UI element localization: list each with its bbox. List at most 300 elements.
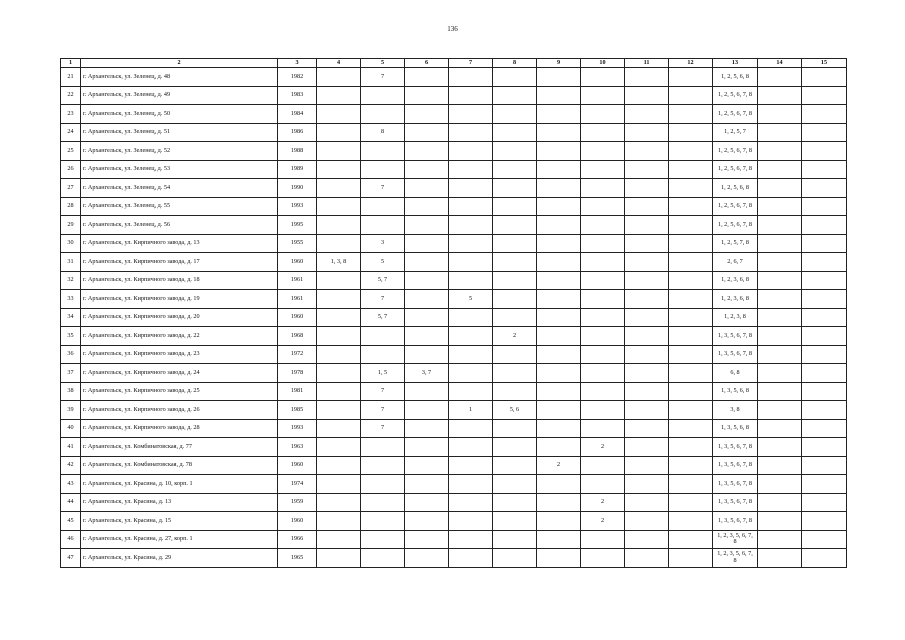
value-cell — [405, 290, 449, 309]
table-row — [61, 345, 847, 364]
value-cell — [493, 364, 537, 383]
value-cell — [802, 308, 847, 327]
value-cell — [493, 160, 537, 179]
value-cell — [802, 234, 847, 253]
value-cell — [449, 438, 493, 457]
value-cell — [449, 68, 493, 87]
value-cell — [581, 271, 625, 290]
value-cell — [581, 475, 625, 494]
value-cell — [405, 512, 449, 531]
value-cell: 6, 8 — [713, 364, 758, 383]
value-cell — [361, 475, 405, 494]
value-cell: 2 — [581, 512, 625, 531]
column-header: 14 — [758, 59, 802, 68]
value-cell — [317, 197, 361, 216]
value-cell — [405, 160, 449, 179]
value-cell — [625, 142, 669, 161]
value-cell — [581, 345, 625, 364]
value-cell — [493, 253, 537, 272]
value-cell — [669, 86, 713, 105]
table-row — [61, 179, 847, 198]
address-cell: г. Архангельск, ул. Кирпичного завода, д. 20 — [81, 308, 278, 327]
value-cell — [802, 382, 847, 401]
value-cell — [361, 549, 405, 568]
value-cell — [317, 512, 361, 531]
row-number-cell: 28 — [61, 197, 81, 216]
value-cell — [669, 364, 713, 383]
value-cell — [802, 179, 847, 198]
value-cell — [625, 549, 669, 568]
value-cell — [405, 234, 449, 253]
value-cell: 1, 2, 3, 5, 6, 7, 8 — [713, 549, 758, 568]
value-cell — [802, 438, 847, 457]
column-header: 6 — [405, 59, 449, 68]
value-cell — [581, 401, 625, 420]
table-row — [61, 197, 847, 216]
year-cell: 1982 — [278, 68, 317, 87]
value-cell — [449, 549, 493, 568]
value-cell — [361, 142, 405, 161]
value-cell — [405, 327, 449, 346]
column-header: 11 — [625, 59, 669, 68]
value-cell — [361, 345, 405, 364]
row-number-cell: 37 — [61, 364, 81, 383]
value-cell — [361, 438, 405, 457]
table-row — [61, 308, 847, 327]
value-cell — [758, 345, 802, 364]
year-cell: 1993 — [278, 197, 317, 216]
address-cell: г. Архангельск, ул. Зеленец, д. 53 — [81, 160, 278, 179]
year-cell: 1972 — [278, 345, 317, 364]
column-header: 5 — [361, 59, 405, 68]
value-cell — [758, 438, 802, 457]
year-cell: 1955 — [278, 234, 317, 253]
housing-register-table — [60, 58, 847, 568]
value-cell — [405, 105, 449, 124]
year-cell: 1963 — [278, 438, 317, 457]
year-cell: 1995 — [278, 216, 317, 235]
value-cell — [758, 419, 802, 438]
value-cell — [405, 123, 449, 142]
table-row — [61, 475, 847, 494]
value-cell: 8 — [361, 123, 405, 142]
table-row — [61, 493, 847, 512]
table-row — [61, 327, 847, 346]
table-row — [61, 364, 847, 383]
value-cell — [625, 271, 669, 290]
value-cell — [758, 475, 802, 494]
value-cell: 1, 2, 3, 5, 6, 7, 8 — [713, 530, 758, 549]
value-cell — [537, 530, 581, 549]
value-cell — [449, 142, 493, 161]
value-cell — [758, 456, 802, 475]
row-number-cell: 22 — [61, 86, 81, 105]
value-cell — [625, 86, 669, 105]
value-cell — [581, 549, 625, 568]
value-cell — [493, 216, 537, 235]
value-cell — [802, 401, 847, 420]
address-cell: г. Архангельск, ул. Зеленец, д. 52 — [81, 142, 278, 161]
value-cell — [537, 364, 581, 383]
year-cell: 1988 — [278, 142, 317, 161]
value-cell — [537, 438, 581, 457]
value-cell — [537, 160, 581, 179]
value-cell: 1, 2, 5, 6, 7, 8 — [713, 197, 758, 216]
value-cell — [758, 253, 802, 272]
value-cell — [317, 160, 361, 179]
value-cell — [317, 142, 361, 161]
address-cell: г. Архангельск, ул. Зеленец, д. 48 — [81, 68, 278, 87]
value-cell — [802, 475, 847, 494]
value-cell — [449, 234, 493, 253]
value-cell: 1, 2, 5, 6, 7, 8 — [713, 86, 758, 105]
value-cell — [581, 456, 625, 475]
value-cell: 1, 2, 5, 6, 7, 8 — [713, 160, 758, 179]
value-cell — [449, 197, 493, 216]
column-header: 1 — [61, 59, 81, 68]
value-cell — [493, 142, 537, 161]
address-cell: г. Архангельск, ул. Кирпичного завода, д. 17 — [81, 253, 278, 272]
value-cell: 1, 2, 5, 6, 7, 8 — [713, 216, 758, 235]
value-cell — [758, 105, 802, 124]
value-cell — [625, 216, 669, 235]
value-cell — [493, 345, 537, 364]
value-cell — [669, 530, 713, 549]
value-cell — [802, 290, 847, 309]
value-cell: 5 — [361, 253, 405, 272]
value-cell — [449, 382, 493, 401]
table-row — [61, 123, 847, 142]
value-cell: 3, 7 — [405, 364, 449, 383]
value-cell — [669, 290, 713, 309]
value-cell: 1, 5 — [361, 364, 405, 383]
year-cell: 1959 — [278, 493, 317, 512]
table-row — [61, 382, 847, 401]
value-cell — [625, 456, 669, 475]
value-cell: 1, 2, 5, 6, 7, 8 — [713, 105, 758, 124]
value-cell — [581, 364, 625, 383]
value-cell: 7 — [361, 290, 405, 309]
row-number-cell: 26 — [61, 160, 81, 179]
row-number-cell: 42 — [61, 456, 81, 475]
value-cell — [449, 105, 493, 124]
value-cell — [405, 271, 449, 290]
value-cell: 5, 7 — [361, 308, 405, 327]
value-cell — [317, 86, 361, 105]
row-number-cell: 47 — [61, 549, 81, 568]
value-cell — [802, 105, 847, 124]
value-cell: 1, 3, 5, 6, 7, 8 — [713, 475, 758, 494]
row-number-cell: 27 — [61, 179, 81, 198]
value-cell — [449, 271, 493, 290]
value-cell — [449, 364, 493, 383]
value-cell: 1, 2, 5, 7 — [713, 123, 758, 142]
value-cell — [405, 216, 449, 235]
value-cell — [449, 475, 493, 494]
column-header: 3 — [278, 59, 317, 68]
value-cell — [449, 253, 493, 272]
value-cell — [581, 179, 625, 198]
value-cell: 3 — [361, 234, 405, 253]
address-cell: г. Архангельск, ул. Кирпичного завода, д. 19 — [81, 290, 278, 309]
value-cell — [493, 438, 537, 457]
value-cell — [449, 308, 493, 327]
row-number-cell: 21 — [61, 68, 81, 87]
value-cell — [802, 549, 847, 568]
column-header: 8 — [493, 59, 537, 68]
address-cell: г. Архангельск, ул. Красина, д. 27, корп. 1 — [81, 530, 278, 549]
table-row — [61, 456, 847, 475]
value-cell — [625, 512, 669, 531]
value-cell — [758, 123, 802, 142]
row-number-cell: 46 — [61, 530, 81, 549]
header-row — [61, 59, 847, 68]
value-cell — [537, 197, 581, 216]
value-cell — [669, 327, 713, 346]
value-cell — [581, 105, 625, 124]
value-cell — [537, 105, 581, 124]
value-cell — [317, 345, 361, 364]
row-number-cell: 36 — [61, 345, 81, 364]
value-cell: 7 — [361, 382, 405, 401]
value-cell — [625, 475, 669, 494]
value-cell — [581, 308, 625, 327]
value-cell — [449, 86, 493, 105]
value-cell — [758, 549, 802, 568]
value-cell — [758, 142, 802, 161]
value-cell: 1, 3, 8 — [317, 253, 361, 272]
address-cell: г. Архангельск, ул. Красина, д. 29 — [81, 549, 278, 568]
address-cell: г. Архангельск, ул. Красина, д. 13 — [81, 493, 278, 512]
year-cell: 1993 — [278, 419, 317, 438]
year-cell: 1983 — [278, 86, 317, 105]
value-cell: 1, 2, 3, 8 — [713, 308, 758, 327]
value-cell: 1, 2, 5, 6, 8 — [713, 68, 758, 87]
value-cell — [405, 419, 449, 438]
value-cell: 2 — [581, 493, 625, 512]
value-cell — [758, 308, 802, 327]
table-row — [61, 438, 847, 457]
address-cell: г. Архангельск, ул. Зеленец, д. 54 — [81, 179, 278, 198]
value-cell — [625, 290, 669, 309]
value-cell — [669, 179, 713, 198]
row-number-cell: 40 — [61, 419, 81, 438]
value-cell — [802, 216, 847, 235]
value-cell — [449, 216, 493, 235]
year-cell: 1965 — [278, 549, 317, 568]
year-cell: 1960 — [278, 308, 317, 327]
value-cell — [493, 68, 537, 87]
year-cell: 1986 — [278, 123, 317, 142]
value-cell — [758, 216, 802, 235]
value-cell — [625, 197, 669, 216]
value-cell — [758, 197, 802, 216]
value-cell — [493, 179, 537, 198]
value-cell — [625, 253, 669, 272]
value-cell: 2, 6, 7 — [713, 253, 758, 272]
value-cell: 1, 3, 5, 6, 7, 8 — [713, 512, 758, 531]
value-cell — [669, 549, 713, 568]
value-cell: 1 — [449, 401, 493, 420]
row-number-cell: 24 — [61, 123, 81, 142]
value-cell — [405, 530, 449, 549]
value-cell — [625, 68, 669, 87]
value-cell: 2 — [537, 456, 581, 475]
row-number-cell: 23 — [61, 105, 81, 124]
value-cell — [493, 105, 537, 124]
column-header: 12 — [669, 59, 713, 68]
value-cell — [802, 197, 847, 216]
value-cell — [537, 475, 581, 494]
value-cell — [802, 86, 847, 105]
value-cell — [758, 493, 802, 512]
value-cell — [669, 382, 713, 401]
value-cell — [405, 308, 449, 327]
value-cell — [625, 530, 669, 549]
table-row — [61, 530, 847, 549]
value-cell — [361, 216, 405, 235]
table-row — [61, 142, 847, 161]
address-cell: г. Архангельск, ул. Кирпичного завода, д. 25 — [81, 382, 278, 401]
value-cell — [669, 456, 713, 475]
value-cell — [493, 549, 537, 568]
value-cell — [405, 456, 449, 475]
table-row — [61, 290, 847, 309]
value-cell — [581, 197, 625, 216]
row-number-cell: 45 — [61, 512, 81, 531]
value-cell — [802, 512, 847, 531]
value-cell — [317, 364, 361, 383]
value-cell — [405, 142, 449, 161]
year-cell: 1990 — [278, 179, 317, 198]
value-cell — [405, 549, 449, 568]
value-cell — [493, 512, 537, 531]
value-cell — [537, 290, 581, 309]
value-cell — [758, 327, 802, 346]
value-cell — [669, 493, 713, 512]
value-cell — [317, 530, 361, 549]
value-cell — [317, 456, 361, 475]
value-cell — [758, 271, 802, 290]
value-cell — [405, 475, 449, 494]
table-row — [61, 549, 847, 568]
value-cell — [449, 419, 493, 438]
row-number-cell: 43 — [61, 475, 81, 494]
table-row — [61, 401, 847, 420]
value-cell — [669, 271, 713, 290]
value-cell — [537, 234, 581, 253]
value-cell: 1, 2, 5, 6, 7, 8 — [713, 142, 758, 161]
table-row — [61, 68, 847, 87]
value-cell — [802, 271, 847, 290]
address-cell: г. Архангельск, ул. Красина, д. 15 — [81, 512, 278, 531]
value-cell — [537, 493, 581, 512]
value-cell: 3, 8 — [713, 401, 758, 420]
year-cell: 1989 — [278, 160, 317, 179]
year-cell: 1966 — [278, 530, 317, 549]
value-cell — [405, 438, 449, 457]
value-cell — [625, 401, 669, 420]
value-cell: 1, 3, 5, 6, 7, 8 — [713, 456, 758, 475]
value-cell — [625, 382, 669, 401]
value-cell — [317, 68, 361, 87]
value-cell — [493, 271, 537, 290]
value-cell: 1, 3, 5, 6, 8 — [713, 419, 758, 438]
row-number-cell: 30 — [61, 234, 81, 253]
page-number: 136 — [447, 25, 458, 33]
value-cell — [361, 160, 405, 179]
value-cell — [405, 345, 449, 364]
value-cell: 7 — [361, 68, 405, 87]
value-cell — [802, 419, 847, 438]
year-cell: 1984 — [278, 105, 317, 124]
value-cell — [758, 530, 802, 549]
column-header: 9 — [537, 59, 581, 68]
year-cell: 1960 — [278, 512, 317, 531]
value-cell — [581, 234, 625, 253]
value-cell: 1, 3, 5, 6, 7, 8 — [713, 493, 758, 512]
value-cell — [581, 123, 625, 142]
address-cell: г. Архангельск, ул. Комбинатовская, д. 78 — [81, 456, 278, 475]
value-cell: 7 — [361, 419, 405, 438]
value-cell — [802, 456, 847, 475]
value-cell — [361, 105, 405, 124]
value-cell — [361, 530, 405, 549]
value-cell — [537, 253, 581, 272]
value-cell — [317, 216, 361, 235]
value-cell — [537, 123, 581, 142]
value-cell — [758, 512, 802, 531]
address-cell: г. Архангельск, ул. Зеленец, д. 49 — [81, 86, 278, 105]
value-cell — [758, 160, 802, 179]
value-cell — [669, 197, 713, 216]
address-cell: г. Архангельск, ул. Комбинатовская, д. 77 — [81, 438, 278, 457]
table-row — [61, 216, 847, 235]
row-number-cell: 32 — [61, 271, 81, 290]
value-cell: 5, 7 — [361, 271, 405, 290]
value-cell — [405, 253, 449, 272]
value-cell — [317, 290, 361, 309]
value-cell: 5, 6 — [493, 401, 537, 420]
value-cell — [625, 364, 669, 383]
value-cell — [537, 512, 581, 531]
value-cell — [361, 86, 405, 105]
column-header: 10 — [581, 59, 625, 68]
value-cell — [317, 123, 361, 142]
value-cell — [405, 179, 449, 198]
value-cell — [669, 123, 713, 142]
value-cell — [581, 253, 625, 272]
address-cell: г. Архангельск, ул. Кирпичного завода, д. 24 — [81, 364, 278, 383]
value-cell — [537, 345, 581, 364]
value-cell — [669, 253, 713, 272]
value-cell — [537, 86, 581, 105]
value-cell — [449, 512, 493, 531]
value-cell — [493, 475, 537, 494]
value-cell — [537, 216, 581, 235]
value-cell — [581, 86, 625, 105]
address-cell: г. Архангельск, ул. Зеленец, д. 50 — [81, 105, 278, 124]
year-cell: 1985 — [278, 401, 317, 420]
value-cell — [493, 382, 537, 401]
year-cell: 1978 — [278, 364, 317, 383]
value-cell — [669, 475, 713, 494]
value-cell — [537, 179, 581, 198]
address-cell: г. Архангельск, ул. Кирпичного завода, д. 22 — [81, 327, 278, 346]
row-number-cell: 34 — [61, 308, 81, 327]
value-cell — [581, 530, 625, 549]
value-cell — [581, 419, 625, 438]
